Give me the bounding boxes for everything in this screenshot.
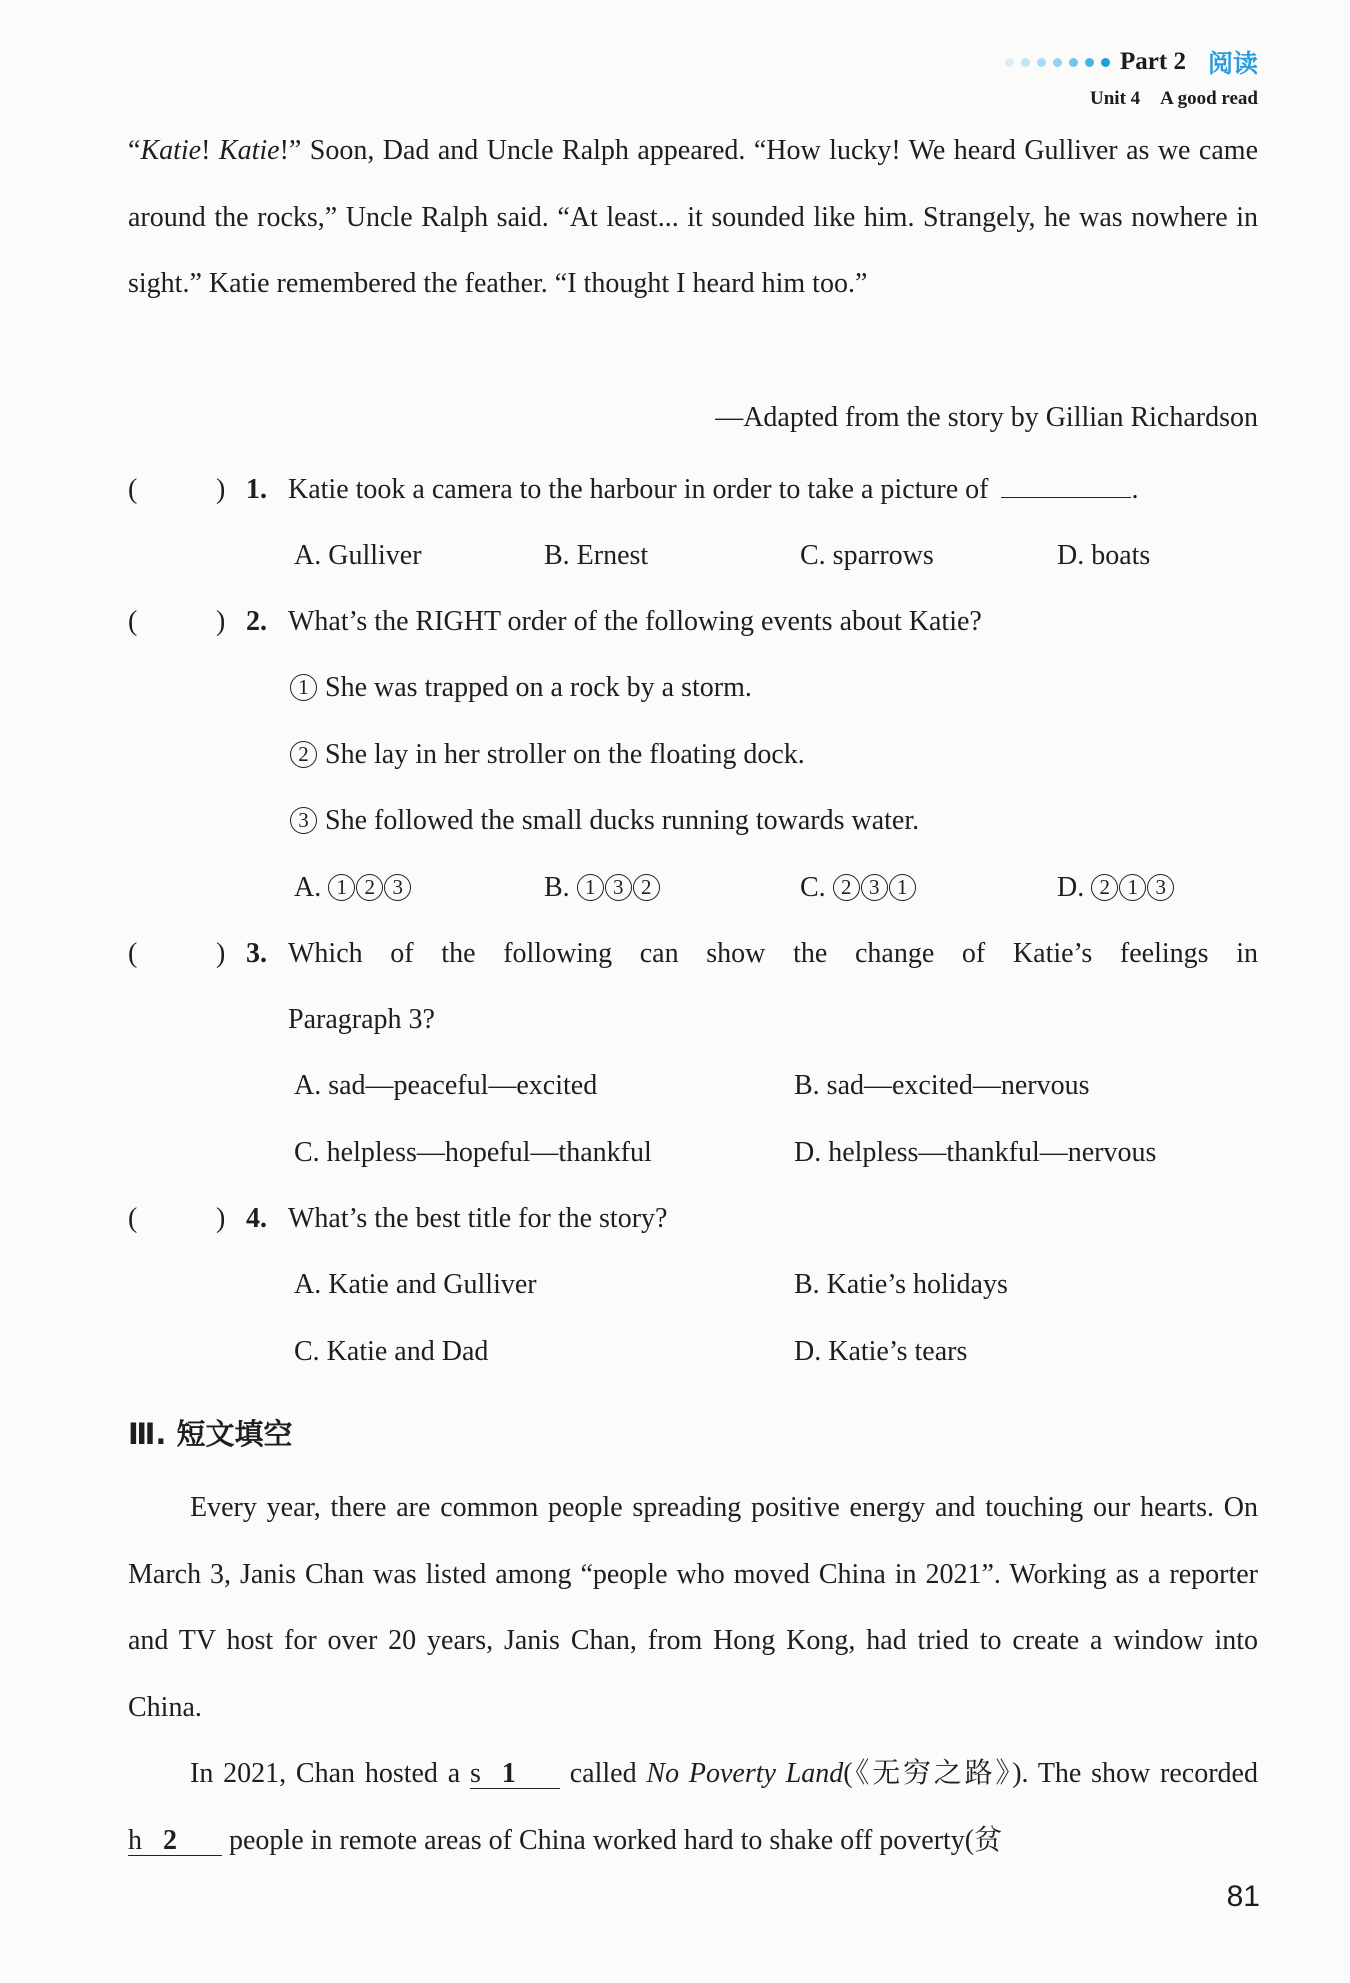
q4-option-d[interactable]: D. Katie’s tears: [794, 1336, 968, 1367]
question-text: What’s the best title for the story?: [288, 1203, 668, 1234]
cloze-paragraph-1: Every year, there are common people spreading positive energy and touching our hearts. On March 3, Janis Chan was listed among “people who moved China in 2021”. Working as a reporter and TV host for over 20 years, Janis Chan, from Hong Kong, had tried to create a window into China.: [128, 1492, 1258, 1723]
part-label: Part 2: [1120, 48, 1186, 75]
question-number: 1.: [246, 474, 267, 505]
answer-bracket-1[interactable]: ( ): [128, 474, 226, 505]
unit-label: Unit 4: [1090, 88, 1141, 109]
q4-option-c[interactable]: C. Katie and Dad: [294, 1336, 489, 1367]
decorative-dot: [1101, 58, 1110, 67]
event-1: 1 She was trapped on a rock by a storm.: [290, 672, 752, 704]
event-3: 3 She followed the small ducks running towards water.: [290, 805, 919, 837]
q4-option-b[interactable]: B. Katie’s holidays: [794, 1269, 1008, 1300]
question-1: [128, 474, 1258, 506]
question-number: 2.: [246, 606, 267, 637]
question-text: Which of the following can show the change of Katie’s feelings in: [288, 938, 1258, 969]
story-italic-b: Katie: [218, 135, 280, 166]
section-label: 阅读: [1207, 49, 1258, 78]
q2-option-a[interactable]: A. 1 2 3: [294, 872, 412, 904]
question-text: What’s the RIGHT order of the following events about Katie?: [288, 606, 982, 637]
q1-option-b[interactable]: B. Ernest: [544, 540, 649, 571]
answer-bracket-3[interactable]: ( ): [128, 938, 226, 969]
decorative-dot: [1053, 58, 1062, 67]
q1-option-a[interactable]: A. Gulliver: [294, 540, 422, 571]
answer-bracket-2[interactable]: ( ): [128, 606, 226, 637]
section-heading: Ⅲ. 短文填空: [128, 1417, 293, 1451]
question-number: 3.: [246, 938, 267, 969]
decorative-dots: [1005, 58, 1110, 67]
decorative-dot: [1085, 58, 1094, 67]
page-header: [1005, 44, 1258, 110]
story-text: Soon, Dad and Uncle Ralph appeared. “How lucky! We heard Gulliver as we came around the rocks,” Uncle Ralph said. “At least... it sounded like him. Strangely, he was nowhere in sight.” Katie remembered the feather. “I thought I heard him too.”: [128, 135, 1258, 299]
story-attribution: —Adapted from the story by Gillian Richardson: [715, 402, 1258, 433]
circled-number: 1: [290, 674, 317, 701]
q1-option-c[interactable]: C. sparrows: [800, 540, 934, 571]
question-2: [128, 606, 1258, 638]
q3-option-d[interactable]: D. helpless—thankful—nervous: [794, 1137, 1157, 1168]
question-number: 4.: [246, 1203, 267, 1234]
story-paragraph: “Katie! Katie!” Soon, Dad and Uncle Ralph appeared. “How lucky! We heard Gulliver as we came around the rocks,” Uncle Ralph said. “At least... it sounded like him. Strangely, he was nowhere in sight.” Katie remembered the feather. “I thought I heard him too.”: [128, 135, 1258, 299]
question-4: [128, 1203, 1258, 1235]
question-3: [128, 938, 1258, 970]
q3-option-a[interactable]: A. sad—peaceful—excited: [294, 1070, 598, 1101]
blank-1[interactable]: s 1: [470, 1760, 560, 1789]
decorative-dot: [1005, 58, 1014, 67]
show-title: No Poverty Land: [646, 1758, 844, 1789]
circled-number: 2: [290, 741, 317, 768]
q4-option-a[interactable]: A. Katie and Gulliver: [294, 1269, 537, 1300]
unit-title: A good read: [1160, 88, 1258, 109]
circled-number: 3: [290, 807, 317, 834]
q3-option-c[interactable]: C. helpless—hopeful—thankful: [294, 1137, 652, 1168]
blank-2[interactable]: h 2: [128, 1827, 222, 1856]
question-text: Katie took a camera to the harbour in order to take a picture of .: [288, 474, 1139, 505]
decorative-dot: [1037, 58, 1046, 67]
story-italic-a: Katie: [140, 135, 202, 166]
q3-option-b[interactable]: B. sad—excited—nervous: [794, 1070, 1090, 1101]
answer-bracket-4[interactable]: ( ): [128, 1203, 226, 1234]
event-2: 2 She lay in her stroller on the floating dock.: [290, 739, 805, 771]
question-text-continued: Paragraph 3?: [288, 1004, 435, 1035]
q2-option-d[interactable]: D. 2 1 3: [1057, 872, 1175, 904]
q2-option-b[interactable]: B. 1 3 2: [544, 872, 661, 904]
q1-option-d[interactable]: D. boats: [1057, 540, 1151, 571]
page-number: 81: [1226, 1880, 1260, 1913]
decorative-dot: [1021, 58, 1030, 67]
decorative-dot: [1069, 58, 1078, 67]
cloze-paragraph-2: In 2021, Chan hosted a s 1 called No Poverty Land(《无穷之路》). The show recorded h 2 people in remote areas of China worked hard to shake off poverty(贫: [128, 1758, 1258, 1856]
answer-blank[interactable]: [1001, 497, 1131, 498]
q2-option-c[interactable]: C. 2 3 1: [800, 872, 917, 904]
